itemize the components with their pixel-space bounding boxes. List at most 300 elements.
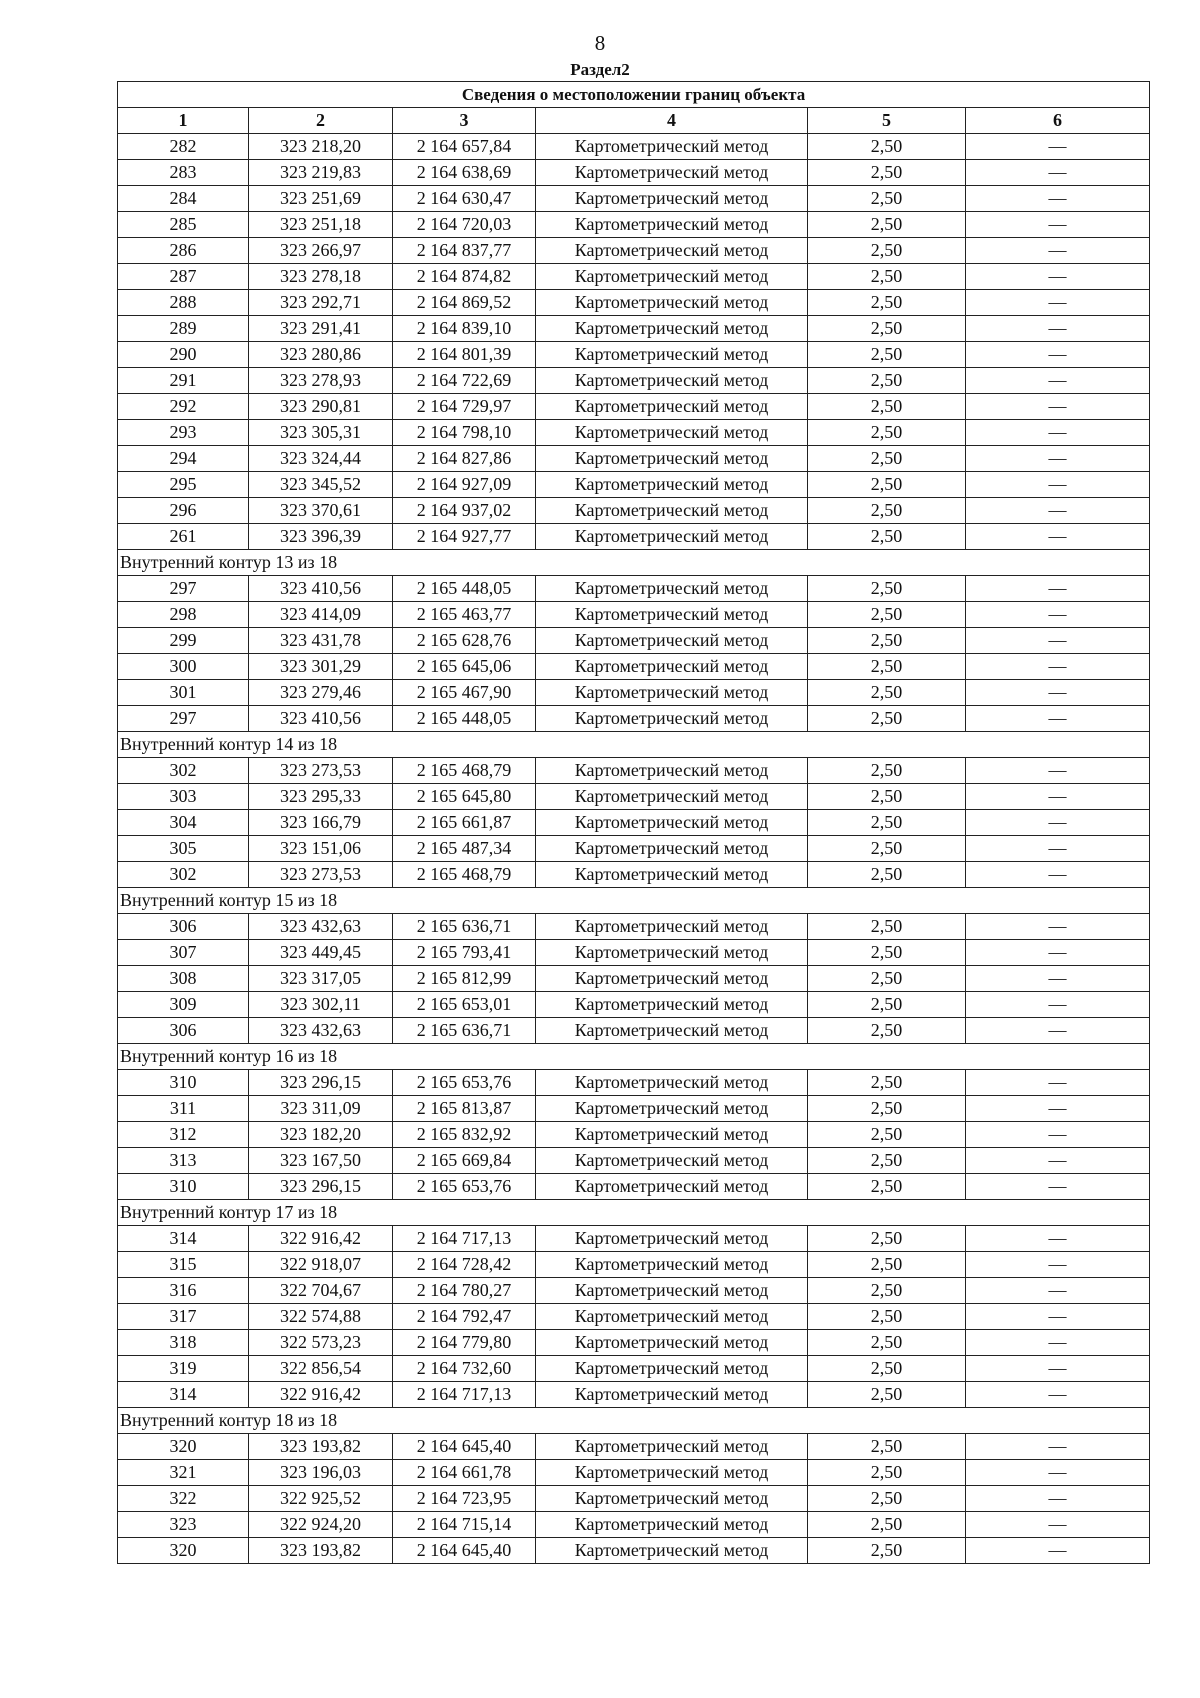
coordinate-y-cell: 2 164 723,95: [393, 1486, 536, 1512]
description-cell: —: [966, 134, 1150, 160]
description-cell: —: [966, 1096, 1150, 1122]
table-row: [118, 576, 1150, 602]
method-cell: Картометрический метод: [536, 1096, 808, 1122]
point-number-cell: 290: [118, 342, 249, 368]
method-cell: Картометрический метод: [536, 576, 808, 602]
point-number-cell: 320: [118, 1538, 249, 1564]
table-row: [118, 992, 1150, 1018]
method-cell: Картометрический метод: [536, 758, 808, 784]
accuracy-cell: 2,50: [808, 498, 966, 524]
table-row: [118, 1330, 1150, 1356]
coordinate-x-cell: 323 291,41: [249, 316, 393, 342]
point-number-cell: 307: [118, 940, 249, 966]
accuracy-cell: 2,50: [808, 1512, 966, 1538]
method-cell: Картометрический метод: [536, 394, 808, 420]
coordinate-x-cell: 323 431,78: [249, 628, 393, 654]
point-number-cell: 298: [118, 602, 249, 628]
coordinate-x-cell: 323 432,63: [249, 1018, 393, 1044]
coordinate-y-cell: 2 164 874,82: [393, 264, 536, 290]
coordinate-y-cell: 2 165 813,87: [393, 1096, 536, 1122]
accuracy-cell: 2,50: [808, 368, 966, 394]
point-number-cell: 320: [118, 1434, 249, 1460]
description-cell: —: [966, 1538, 1150, 1564]
table-row: [118, 238, 1150, 264]
description-cell: —: [966, 1330, 1150, 1356]
coordinate-x-cell: 322 574,88: [249, 1304, 393, 1330]
table-title-row: [118, 82, 1150, 108]
accuracy-cell: 2,50: [808, 290, 966, 316]
point-number-cell: 287: [118, 264, 249, 290]
point-number-cell: 284: [118, 186, 249, 212]
description-cell: —: [966, 1278, 1150, 1304]
point-number-cell: 316: [118, 1278, 249, 1304]
table-row: [118, 1538, 1150, 1564]
accuracy-cell: 2,50: [808, 810, 966, 836]
table-row: [118, 602, 1150, 628]
accuracy-cell: 2,50: [808, 576, 966, 602]
description-cell: —: [966, 524, 1150, 550]
accuracy-cell: 2,50: [808, 1356, 966, 1382]
method-cell: Картометрический метод: [536, 1252, 808, 1278]
table-row: [118, 524, 1150, 550]
method-cell: Картометрический метод: [536, 316, 808, 342]
method-cell: Картометрический метод: [536, 1278, 808, 1304]
description-cell: —: [966, 602, 1150, 628]
description-cell: —: [966, 342, 1150, 368]
contour-group-row: [118, 732, 1150, 758]
table-row: [118, 1174, 1150, 1200]
contour-group-row: [118, 1200, 1150, 1226]
description-cell: —: [966, 368, 1150, 394]
coordinate-y-cell: 2 165 793,41: [393, 940, 536, 966]
point-number-cell: 313: [118, 1148, 249, 1174]
coordinate-x-cell: 323 251,18: [249, 212, 393, 238]
method-cell: Картометрический метод: [536, 1538, 808, 1564]
accuracy-cell: 2,50: [808, 264, 966, 290]
method-cell: Картометрический метод: [536, 628, 808, 654]
coordinate-x-cell: 323 317,05: [249, 966, 393, 992]
coordinate-x-cell: 322 916,42: [249, 1226, 393, 1252]
coordinate-x-cell: 323 370,61: [249, 498, 393, 524]
accuracy-cell: 2,50: [808, 1460, 966, 1486]
accuracy-cell: 2,50: [808, 914, 966, 940]
point-number-cell: 314: [118, 1382, 249, 1408]
coordinate-x-cell: 323 296,15: [249, 1070, 393, 1096]
point-number-cell: 302: [118, 862, 249, 888]
description-cell: —: [966, 472, 1150, 498]
description-cell: —: [966, 706, 1150, 732]
method-cell: Картометрический метод: [536, 368, 808, 394]
coordinate-x-cell: 323 292,71: [249, 290, 393, 316]
coordinate-y-cell: 2 164 638,69: [393, 160, 536, 186]
method-cell: Картометрический метод: [536, 1304, 808, 1330]
description-cell: —: [966, 784, 1150, 810]
accuracy-cell: 2,50: [808, 1096, 966, 1122]
description-cell: —: [966, 1486, 1150, 1512]
accuracy-cell: 2,50: [808, 706, 966, 732]
point-number-cell: 301: [118, 680, 249, 706]
method-cell: Картометрический метод: [536, 1434, 808, 1460]
point-number-cell: 303: [118, 784, 249, 810]
description-cell: —: [966, 1122, 1150, 1148]
accuracy-cell: 2,50: [808, 1148, 966, 1174]
coordinate-x-cell: 323 193,82: [249, 1538, 393, 1564]
description-cell: —: [966, 966, 1150, 992]
method-cell: Картометрический метод: [536, 264, 808, 290]
table-row: [118, 368, 1150, 394]
accuracy-cell: 2,50: [808, 1226, 966, 1252]
coordinate-x-cell: 323 273,53: [249, 758, 393, 784]
contour-group-row: [118, 888, 1150, 914]
point-number-cell: 322: [118, 1486, 249, 1512]
description-cell: —: [966, 1174, 1150, 1200]
table-row: [118, 1434, 1150, 1460]
coordinate-y-cell: 2 165 645,80: [393, 784, 536, 810]
point-number-cell: 315: [118, 1252, 249, 1278]
description-cell: —: [966, 394, 1150, 420]
coordinate-y-cell: 2 164 645,40: [393, 1538, 536, 1564]
method-cell: Картометрический метод: [536, 1148, 808, 1174]
coordinate-y-cell: 2 165 468,79: [393, 862, 536, 888]
coordinate-x-cell: 323 410,56: [249, 576, 393, 602]
coordinate-y-cell: 2 164 937,02: [393, 498, 536, 524]
coordinate-x-cell: 323 414,09: [249, 602, 393, 628]
coordinate-y-cell: 2 164 715,14: [393, 1512, 536, 1538]
table-row: [118, 758, 1150, 784]
table-row: [118, 160, 1150, 186]
coordinate-y-cell: 2 164 630,47: [393, 186, 536, 212]
contour-group-label: Внутренний контур 15 из 18: [118, 888, 1150, 914]
table-row: [118, 1018, 1150, 1044]
coordinate-x-cell: 322 925,52: [249, 1486, 393, 1512]
coordinate-x-cell: 323 166,79: [249, 810, 393, 836]
coordinate-x-cell: 323 295,33: [249, 784, 393, 810]
accuracy-cell: 2,50: [808, 1382, 966, 1408]
coordinate-x-cell: 323 278,18: [249, 264, 393, 290]
description-cell: —: [966, 1434, 1150, 1460]
point-number-cell: 302: [118, 758, 249, 784]
coordinate-y-cell: 2 164 661,78: [393, 1460, 536, 1486]
point-number-cell: 300: [118, 654, 249, 680]
description-cell: —: [966, 316, 1150, 342]
method-cell: Картометрический метод: [536, 498, 808, 524]
table-row: [118, 394, 1150, 420]
table-row: [118, 784, 1150, 810]
table-row: [118, 1252, 1150, 1278]
table-row: [118, 420, 1150, 446]
table-row: [118, 264, 1150, 290]
coordinate-y-cell: 2 164 645,40: [393, 1434, 536, 1460]
coordinate-x-cell: 323 324,44: [249, 446, 393, 472]
table-row: [118, 706, 1150, 732]
accuracy-cell: 2,50: [808, 1538, 966, 1564]
accuracy-cell: 2,50: [808, 472, 966, 498]
method-cell: Картометрический метод: [536, 992, 808, 1018]
description-cell: —: [966, 1460, 1150, 1486]
coordinate-x-cell: 323 266,97: [249, 238, 393, 264]
accuracy-cell: 2,50: [808, 160, 966, 186]
table-row: [118, 940, 1150, 966]
method-cell: Картометрический метод: [536, 186, 808, 212]
coordinate-y-cell: 2 164 720,03: [393, 212, 536, 238]
table-row: [118, 186, 1150, 212]
method-cell: Картометрический метод: [536, 602, 808, 628]
accuracy-cell: 2,50: [808, 186, 966, 212]
coordinate-y-cell: 2 164 717,13: [393, 1226, 536, 1252]
method-cell: Картометрический метод: [536, 446, 808, 472]
table-row: [118, 446, 1150, 472]
point-number-cell: 318: [118, 1330, 249, 1356]
table-row: [118, 1382, 1150, 1408]
point-number-cell: 295: [118, 472, 249, 498]
description-cell: —: [966, 420, 1150, 446]
method-cell: Картометрический метод: [536, 1122, 808, 1148]
coordinate-x-cell: 323 345,52: [249, 472, 393, 498]
accuracy-cell: 2,50: [808, 1330, 966, 1356]
accuracy-cell: 2,50: [808, 602, 966, 628]
accuracy-cell: 2,50: [808, 394, 966, 420]
point-number-cell: 306: [118, 914, 249, 940]
accuracy-cell: 2,50: [808, 1304, 966, 1330]
coordinate-x-cell: 323 278,93: [249, 368, 393, 394]
method-cell: Картометрический метод: [536, 1356, 808, 1382]
method-cell: Картометрический метод: [536, 1382, 808, 1408]
description-cell: —: [966, 654, 1150, 680]
method-cell: Картометрический метод: [536, 1486, 808, 1512]
accuracy-cell: 2,50: [808, 966, 966, 992]
method-cell: Картометрический метод: [536, 1070, 808, 1096]
point-number-cell: 282: [118, 134, 249, 160]
contour-group-label: Внутренний контур 14 из 18: [118, 732, 1150, 758]
description-cell: —: [966, 576, 1150, 602]
method-cell: Картометрический метод: [536, 810, 808, 836]
method-cell: Картометрический метод: [536, 1512, 808, 1538]
description-cell: —: [966, 810, 1150, 836]
coordinate-y-cell: 2 164 869,52: [393, 290, 536, 316]
point-number-cell: 314: [118, 1226, 249, 1252]
table-row: [118, 1512, 1150, 1538]
coordinate-y-cell: 2 165 628,76: [393, 628, 536, 654]
description-cell: —: [966, 238, 1150, 264]
method-cell: Картометрический метод: [536, 524, 808, 550]
coordinate-x-cell: 323 302,11: [249, 992, 393, 1018]
point-number-cell: 319: [118, 1356, 249, 1382]
point-number-cell: 293: [118, 420, 249, 446]
accuracy-cell: 2,50: [808, 1122, 966, 1148]
point-number-cell: 297: [118, 576, 249, 602]
point-number-cell: 308: [118, 966, 249, 992]
point-number-cell: 323: [118, 1512, 249, 1538]
description-cell: —: [966, 160, 1150, 186]
table-row: [118, 134, 1150, 160]
point-number-cell: 299: [118, 628, 249, 654]
method-cell: Картометрический метод: [536, 1226, 808, 1252]
coordinate-y-cell: 2 165 448,05: [393, 706, 536, 732]
table-row: [118, 290, 1150, 316]
description-cell: —: [966, 1356, 1150, 1382]
column-header-1: 1: [118, 108, 249, 134]
method-cell: Картометрический метод: [536, 966, 808, 992]
table-body: [118, 134, 1150, 1564]
method-cell: Картометрический метод: [536, 1330, 808, 1356]
table-row: [118, 914, 1150, 940]
accuracy-cell: 2,50: [808, 1434, 966, 1460]
description-cell: —: [966, 680, 1150, 706]
accuracy-cell: 2,50: [808, 680, 966, 706]
table-row: [118, 342, 1150, 368]
accuracy-cell: 2,50: [808, 238, 966, 264]
method-cell: Картометрический метод: [536, 212, 808, 238]
coordinate-x-cell: 323 273,53: [249, 862, 393, 888]
method-cell: Картометрический метод: [536, 472, 808, 498]
coordinate-y-cell: 2 164 779,80: [393, 1330, 536, 1356]
coordinate-x-cell: 323 311,09: [249, 1096, 393, 1122]
section-title: Раздел2: [570, 60, 630, 79]
method-cell: Картометрический метод: [536, 160, 808, 186]
coordinate-x-cell: 323 218,20: [249, 134, 393, 160]
coordinate-y-cell: 2 164 801,39: [393, 342, 536, 368]
coordinate-x-cell: 322 856,54: [249, 1356, 393, 1382]
coordinate-y-cell: 2 164 792,47: [393, 1304, 536, 1330]
accuracy-cell: 2,50: [808, 1278, 966, 1304]
description-cell: —: [966, 290, 1150, 316]
column-header-row: [118, 108, 1150, 134]
coordinate-x-cell: 323 396,39: [249, 524, 393, 550]
coordinate-x-cell: 323 167,50: [249, 1148, 393, 1174]
description-cell: —: [966, 264, 1150, 290]
description-cell: —: [966, 914, 1150, 940]
coordinate-x-cell: 323 280,86: [249, 342, 393, 368]
coordinate-x-cell: 323 301,29: [249, 654, 393, 680]
table-row: [118, 862, 1150, 888]
point-number-cell: 306: [118, 1018, 249, 1044]
point-number-cell: 310: [118, 1070, 249, 1096]
coordinate-x-cell: 322 916,42: [249, 1382, 393, 1408]
method-cell: Картометрический метод: [536, 654, 808, 680]
description-cell: —: [966, 212, 1150, 238]
method-cell: Картометрический метод: [536, 836, 808, 862]
coordinate-y-cell: 2 164 729,97: [393, 394, 536, 420]
coordinate-y-cell: 2 164 732,60: [393, 1356, 536, 1382]
description-cell: —: [966, 446, 1150, 472]
coordinate-y-cell: 2 164 780,27: [393, 1278, 536, 1304]
coordinate-x-cell: 323 410,56: [249, 706, 393, 732]
coordinate-x-cell: 323 296,15: [249, 1174, 393, 1200]
table-row: [118, 966, 1150, 992]
point-number-cell: 288: [118, 290, 249, 316]
coordinate-x-cell: 323 251,69: [249, 186, 393, 212]
point-number-cell: 296: [118, 498, 249, 524]
coordinate-y-cell: 2 165 653,76: [393, 1174, 536, 1200]
coordinate-x-cell: 323 290,81: [249, 394, 393, 420]
method-cell: Картометрический метод: [536, 1018, 808, 1044]
table-row: [118, 1278, 1150, 1304]
boundary-coordinates-table: [117, 81, 1150, 1564]
coordinate-y-cell: 2 164 927,09: [393, 472, 536, 498]
method-cell: Картометрический метод: [536, 420, 808, 446]
description-cell: —: [966, 1070, 1150, 1096]
table-row: [118, 836, 1150, 862]
coordinate-y-cell: 2 164 798,10: [393, 420, 536, 446]
coordinate-y-cell: 2 165 669,84: [393, 1148, 536, 1174]
coordinate-x-cell: 323 449,45: [249, 940, 393, 966]
table-row: [118, 316, 1150, 342]
method-cell: Картометрический метод: [536, 914, 808, 940]
table-row: [118, 498, 1150, 524]
description-cell: —: [966, 1512, 1150, 1538]
description-cell: —: [966, 628, 1150, 654]
coordinate-x-cell: 323 305,31: [249, 420, 393, 446]
coordinate-y-cell: 2 165 448,05: [393, 576, 536, 602]
table-row: [118, 1356, 1150, 1382]
accuracy-cell: 2,50: [808, 420, 966, 446]
coordinate-x-cell: 322 573,23: [249, 1330, 393, 1356]
coordinate-y-cell: 2 164 837,77: [393, 238, 536, 264]
coordinate-y-cell: 2 165 468,79: [393, 758, 536, 784]
point-number-cell: 317: [118, 1304, 249, 1330]
coordinate-y-cell: 2 165 812,99: [393, 966, 536, 992]
coordinate-y-cell: 2 165 653,76: [393, 1070, 536, 1096]
method-cell: Картометрический метод: [536, 940, 808, 966]
accuracy-cell: 2,50: [808, 316, 966, 342]
coordinate-y-cell: 2 165 463,77: [393, 602, 536, 628]
method-cell: Картометрический метод: [536, 290, 808, 316]
column-header-3: 3: [393, 108, 536, 134]
accuracy-cell: 2,50: [808, 758, 966, 784]
description-cell: —: [966, 1252, 1150, 1278]
point-number-cell: 285: [118, 212, 249, 238]
accuracy-cell: 2,50: [808, 1174, 966, 1200]
table-row: [118, 1486, 1150, 1512]
coordinate-y-cell: 2 165 661,87: [393, 810, 536, 836]
accuracy-cell: 2,50: [808, 134, 966, 160]
point-number-cell: 305: [118, 836, 249, 862]
table-row: [118, 1148, 1150, 1174]
coordinate-y-cell: 2 165 636,71: [393, 914, 536, 940]
table-row: [118, 1460, 1150, 1486]
point-number-cell: 292: [118, 394, 249, 420]
coordinate-y-cell: 2 164 827,86: [393, 446, 536, 472]
column-header-6: 6: [966, 108, 1150, 134]
contour-group-label: Внутренний контур 18 из 18: [118, 1408, 1150, 1434]
coordinate-x-cell: 323 219,83: [249, 160, 393, 186]
coordinate-y-cell: 2 165 653,01: [393, 992, 536, 1018]
accuracy-cell: 2,50: [808, 940, 966, 966]
coordinate-x-cell: 323 432,63: [249, 914, 393, 940]
description-cell: —: [966, 758, 1150, 784]
coordinate-y-cell: 2 165 467,90: [393, 680, 536, 706]
column-header-5: 5: [808, 108, 966, 134]
method-cell: Картометрический метод: [536, 862, 808, 888]
point-number-cell: 291: [118, 368, 249, 394]
table-row: [118, 1122, 1150, 1148]
table-title: Сведения о местоположении границ объекта: [118, 82, 1150, 108]
accuracy-cell: 2,50: [808, 992, 966, 1018]
method-cell: Картометрический метод: [536, 680, 808, 706]
accuracy-cell: 2,50: [808, 836, 966, 862]
table-row: [118, 212, 1150, 238]
accuracy-cell: 2,50: [808, 1018, 966, 1044]
point-number-cell: 283: [118, 160, 249, 186]
coordinate-y-cell: 2 165 832,92: [393, 1122, 536, 1148]
coordinate-y-cell: 2 165 636,71: [393, 1018, 536, 1044]
table-row: [118, 1070, 1150, 1096]
point-number-cell: 304: [118, 810, 249, 836]
method-cell: Картометрический метод: [536, 784, 808, 810]
point-number-cell: 309: [118, 992, 249, 1018]
coordinate-x-cell: 322 704,67: [249, 1278, 393, 1304]
contour-group-label: Внутренний контур 17 из 18: [118, 1200, 1150, 1226]
